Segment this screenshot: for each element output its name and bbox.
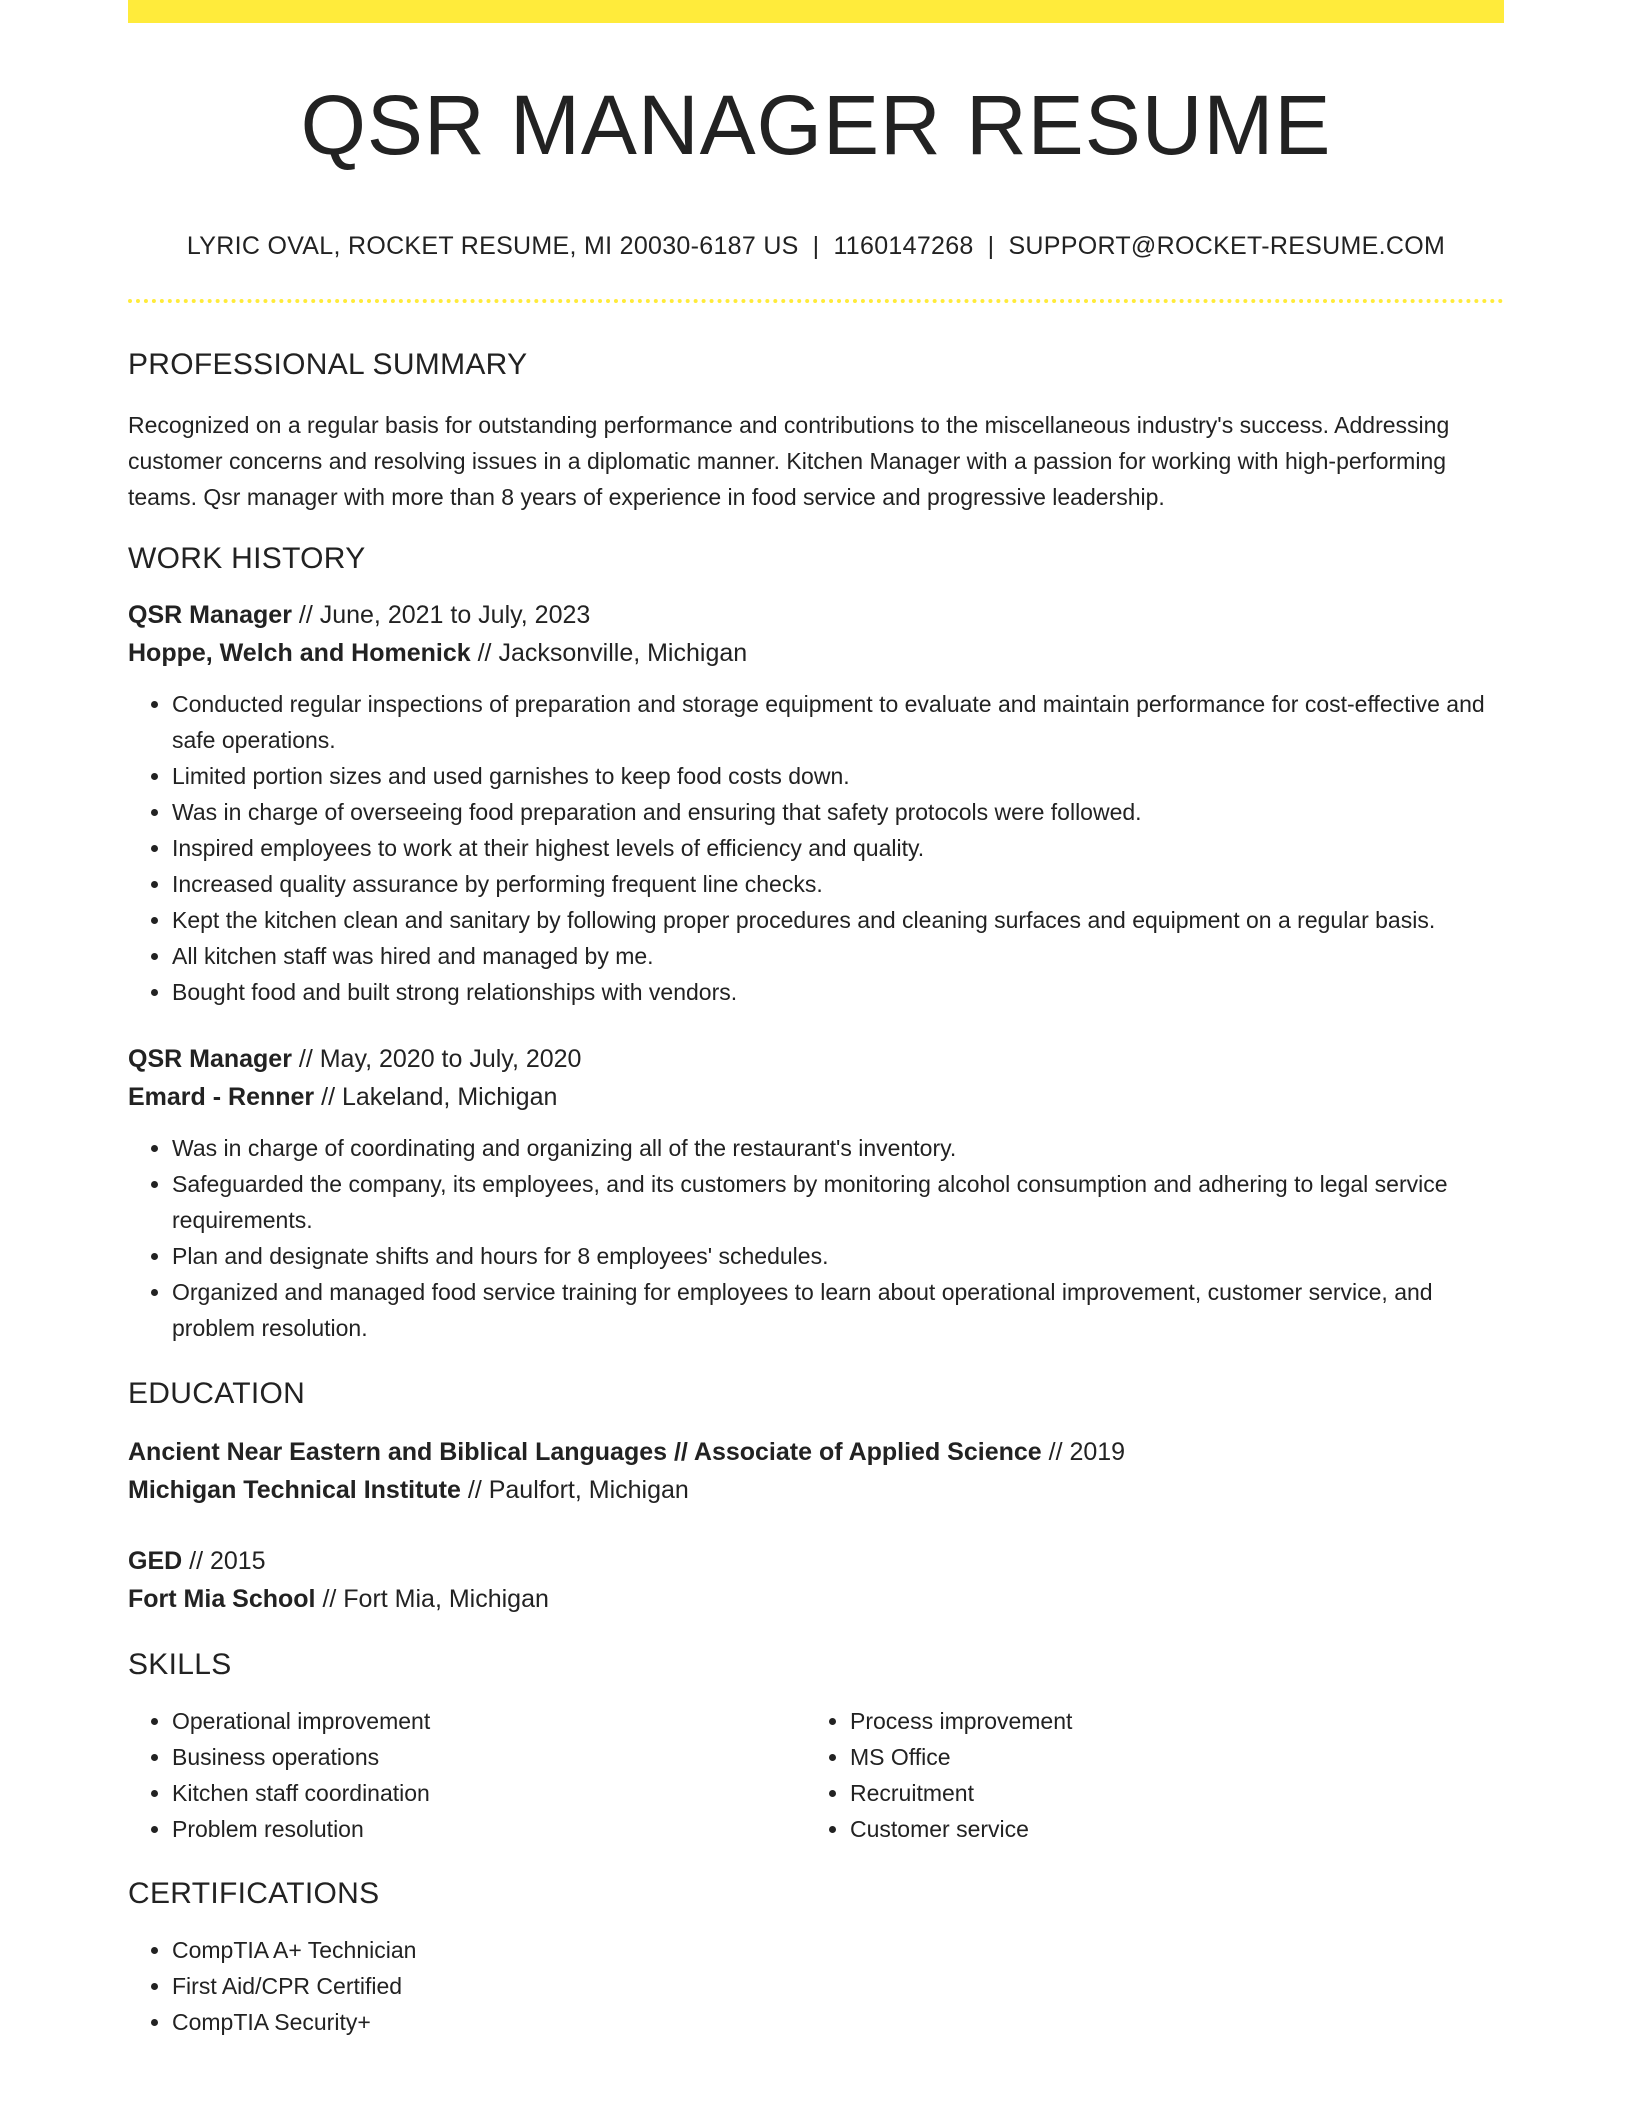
education-heading: EDUCATION (128, 1377, 306, 1410)
list-item: • Process improvement (850, 1703, 1484, 1739)
job-title-line (128, 596, 1504, 634)
certifications-list (128, 1932, 1504, 2040)
job-role: QSR Manager (128, 601, 292, 629)
list-item: • Limited portion sizes and used garnishes to keep food costs down. (172, 758, 1504, 794)
list-item: • Recruitment (850, 1775, 1484, 1811)
list-item: • Customer service (850, 1811, 1484, 1847)
summary-text: Recognized on a regular basis for outstanding performance and contributions to the miscellaneous industry's success. Addressing customer concerns and resolving issues in a diplomatic manner. Kitchen Manager with a passion for working with high-performing teams. Qsr manager with more than 8 years of experience in food service and progressive leadership. (128, 412, 1450, 510)
list-item: • Conducted regular inspections of preparation and storage equipment to evaluate and maintain performance for cost-effective and safe operations. (172, 686, 1504, 758)
list-item: • Plan and designate shifts and hours for 8 employees' schedules. (172, 1238, 1504, 1274)
contact-line (128, 231, 1504, 261)
job-entry (128, 1040, 1504, 1346)
education-year: // 2019 (1041, 1438, 1126, 1466)
list-item: • Inspired employees to work at their highest levels of efficiency and quality. (172, 830, 1504, 866)
list-item: • All kitchen staff was hired and managed by me. (172, 938, 1504, 974)
job-title-line (128, 1040, 1504, 1078)
certifications-heading: CERTIFICATIONS (128, 1877, 380, 1910)
contact-address: LYRIC OVAL, ROCKET RESUME, MI 20030-6187 US (186, 232, 799, 260)
resume-title: QSR MANAGER RESUME (300, 78, 1332, 172)
list-item: • Kitchen staff coordination (172, 1775, 806, 1811)
list-item: • Safeguarded the company, its employees, and its customers by monitoring alcohol consumption and adhering to legal service requirements. (172, 1166, 1504, 1238)
work-history-heading: WORK HISTORY (128, 542, 366, 575)
contact-phone: 1160147268 (833, 232, 974, 260)
job-company-line (128, 1078, 1504, 1116)
list-item: • MS Office (850, 1739, 1484, 1775)
list-item: • Business operations (172, 1739, 806, 1775)
contact-separator: | (987, 232, 995, 260)
education-entry (128, 1542, 1504, 1618)
list-item: • Operational improvement (172, 1703, 806, 1739)
job-dates: // June, 2021 to July, 2023 (291, 601, 591, 629)
education-location: // Paulfort, Michigan (460, 1476, 689, 1504)
skills-column-right (806, 1703, 1484, 1847)
accent-top-bar (128, 0, 1504, 23)
education-school: Michigan Technical Institute (128, 1476, 461, 1504)
job-bullets (128, 1130, 1504, 1346)
list-item: • CompTIA A+ Technician (172, 1932, 1504, 1968)
job-company: Hoppe, Welch and Homenick (128, 639, 471, 667)
dotted-divider (128, 299, 1504, 303)
skills-heading: SKILLS (128, 1648, 232, 1681)
list-item: • Organized and managed food service training for employees to learn about operational improvement, customer service, and problem resolution. (172, 1274, 1504, 1346)
summary-heading: PROFESSIONAL SUMMARY (128, 348, 528, 381)
job-company: Emard - Renner (128, 1083, 315, 1111)
job-company-line (128, 634, 1504, 672)
education-entry (128, 1433, 1504, 1509)
contact-separator: | (812, 232, 820, 260)
list-item: • First Aid/CPR Certified (172, 1968, 1504, 2004)
list-item: • Was in charge of overseeing food preparation and ensuring that safety protocols were followed. (172, 794, 1504, 830)
education-degree-line (128, 1542, 1504, 1580)
education-degree: Ancient Near Eastern and Biblical Languages // Associate of Applied Science (128, 1438, 1042, 1466)
skills-grid (128, 1703, 1504, 1847)
list-item: • Increased quality assurance by performing frequent line checks. (172, 866, 1504, 902)
education-school-line (128, 1471, 1504, 1509)
education-location: // Fort Mia, Michigan (315, 1585, 549, 1613)
list-item: • CompTIA Security+ (172, 2004, 1504, 2040)
skills-column-left (128, 1703, 806, 1847)
education-year: // 2015 (182, 1547, 266, 1575)
education-school: Fort Mia School (128, 1585, 316, 1613)
job-location: // Lakeland, Michigan (314, 1083, 558, 1111)
contact-email: SUPPORT@ROCKET-RESUME.COM (1008, 232, 1446, 260)
education-degree: GED (128, 1547, 183, 1575)
job-entry (128, 596, 1504, 1010)
list-item: • Kept the kitchen clean and sanitary by following proper procedures and cleaning surfaces and equipment on a regular basis. (172, 902, 1504, 938)
job-bullets (128, 686, 1504, 1010)
education-degree-line (128, 1433, 1504, 1471)
education-school-line (128, 1580, 1504, 1618)
job-role: QSR Manager (128, 1045, 292, 1073)
job-dates: // May, 2020 to July, 2020 (291, 1045, 582, 1073)
list-item: • Problem resolution (172, 1811, 806, 1847)
resume-page (128, 0, 1504, 2040)
list-item: • Was in charge of coordinating and organizing all of the restaurant's inventory. (172, 1130, 1504, 1166)
job-location: // Jacksonville, Michigan (470, 639, 748, 667)
list-item: • Bought food and built strong relationships with vendors. (172, 974, 1504, 1010)
